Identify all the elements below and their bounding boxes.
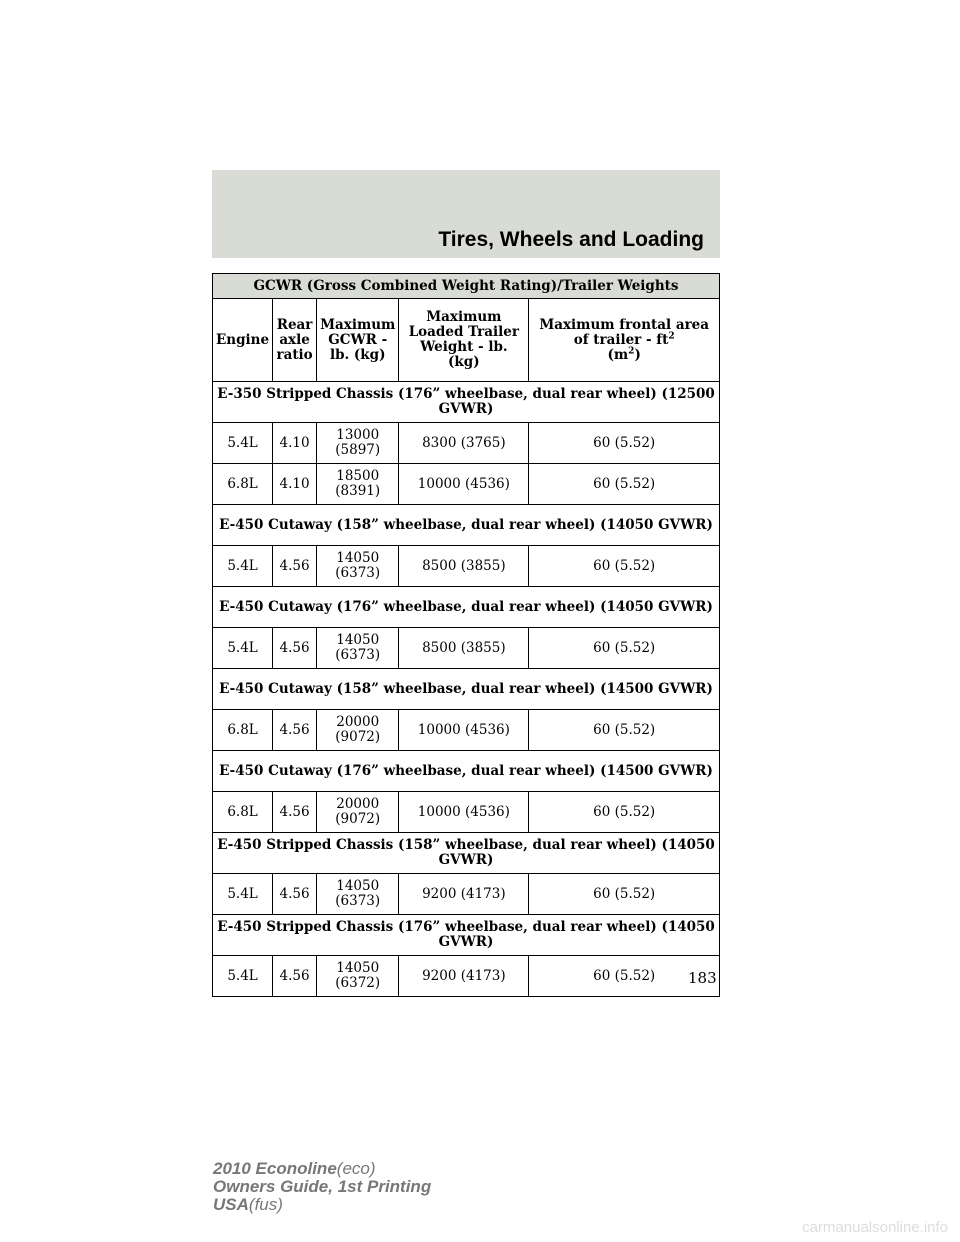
cell-trailer: 8500 (3855) (399, 628, 529, 669)
cell-gcwr: 14050 (6373) (317, 874, 399, 915)
cell-engine: 5.4L (213, 874, 273, 915)
table-row (213, 956, 720, 997)
section-row (213, 915, 720, 956)
cell-axle: 4.56 (273, 546, 317, 587)
footer (213, 1160, 431, 1214)
section-title-cell: E-450 Stripped Chassis (176” wheelbase, dual rear wheel) (14050 GVWR) (213, 915, 720, 956)
table-body (213, 382, 720, 997)
table-row (213, 628, 720, 669)
table-row (213, 792, 720, 833)
cell-engine: 6.8L (213, 792, 273, 833)
table-row (213, 464, 720, 505)
section-title-cell: E-450 Cutaway (158” wheelbase, dual rear wheel) (14050 GVWR) (213, 505, 720, 546)
cell-frontal: 60 (5.52) (529, 464, 720, 505)
footer-region: USA (213, 1195, 249, 1214)
cell-gcwr: 14050 (6373) (317, 546, 399, 587)
section-row (213, 382, 720, 423)
col-header-gcwr: Maximum GCWR - lb. (kg) (317, 299, 399, 382)
page-number: 183 (688, 969, 717, 987)
section-row (213, 833, 720, 874)
section-title-cell: E-450 Cutaway (158” wheelbase, dual rear wheel) (14500 GVWR) (213, 669, 720, 710)
cell-engine: 5.4L (213, 423, 273, 464)
section-title: Tires, Wheels and Loading (438, 228, 704, 251)
cell-frontal: 60 (5.52) (529, 546, 720, 587)
section-title-cell: E-450 Cutaway (176” wheelbase, dual rear wheel) (14500 GVWR) (213, 751, 720, 792)
cell-trailer: 10000 (4536) (399, 792, 529, 833)
cell-engine: 5.4L (213, 956, 273, 997)
table-row (213, 874, 720, 915)
section-row (213, 505, 720, 546)
cell-frontal: 60 (5.52) (529, 423, 720, 464)
section-title-cell: E-450 Stripped Chassis (158” wheelbase, dual rear wheel) (14050 GVWR) (213, 833, 720, 874)
cell-gcwr: 20000 (9072) (317, 792, 399, 833)
cell-frontal: 60 (5.52) (529, 956, 720, 997)
cell-axle: 4.56 (273, 956, 317, 997)
cell-gcwr: 14050 (6373) (317, 628, 399, 669)
watermark: carmanualsonline.info (802, 1219, 948, 1236)
cell-trailer: 10000 (4536) (399, 710, 529, 751)
cell-trailer: 8300 (3765) (399, 423, 529, 464)
cell-axle: 4.56 (273, 792, 317, 833)
section-title-cell: E-450 Cutaway (176” wheelbase, dual rear wheel) (14050 GVWR) (213, 587, 720, 628)
table-row (213, 546, 720, 587)
section-row (213, 587, 720, 628)
cell-engine: 6.8L (213, 464, 273, 505)
col-header-axle: Rear axle ratio (273, 299, 317, 382)
cell-gcwr: 14050 (6372) (317, 956, 399, 997)
cell-axle: 4.56 (273, 874, 317, 915)
section-row (213, 751, 720, 792)
cell-gcwr: 13000 (5897) (317, 423, 399, 464)
table-row (213, 423, 720, 464)
section-row (213, 669, 720, 710)
footer-model-code: (eco) (336, 1159, 376, 1178)
cell-trailer: 10000 (4536) (399, 464, 529, 505)
cell-trailer: 9200 (4173) (399, 956, 529, 997)
cell-frontal: 60 (5.52) (529, 792, 720, 833)
cell-trailer: 9200 (4173) (399, 874, 529, 915)
cell-engine: 6.8L (213, 710, 273, 751)
table-row (213, 710, 720, 751)
cell-gcwr: 18500 (8391) (317, 464, 399, 505)
cell-trailer: 8500 (3855) (399, 546, 529, 587)
cell-axle: 4.56 (273, 710, 317, 751)
table-title: GCWR (Gross Combined Weight Rating)/Trailer Weights (213, 274, 720, 299)
footer-guide: Owners Guide, 1st Printing (213, 1177, 432, 1196)
cell-frontal: 60 (5.52) (529, 710, 720, 751)
cell-axle: 4.10 (273, 464, 317, 505)
cell-frontal: 60 (5.52) (529, 628, 720, 669)
cell-engine: 5.4L (213, 628, 273, 669)
col-header-frontal: Maximum frontal area of trailer - $ft^2$ $(m^2)$ (529, 299, 720, 382)
footer-model: 2010 Econoline (213, 1159, 337, 1178)
gcwr-table (212, 273, 720, 997)
cell-axle: 4.56 (273, 628, 317, 669)
section-title-cell: E-350 Stripped Chassis (176” wheelbase, dual rear wheel) (12500 GVWR) (213, 382, 720, 423)
section-header-box (212, 170, 720, 258)
footer-region-code: (fus) (248, 1195, 283, 1214)
cell-engine: 5.4L (213, 546, 273, 587)
col-header-engine: Engine (213, 299, 273, 382)
cell-frontal: 60 (5.52) (529, 874, 720, 915)
col-header-trailer: Maximum Loaded Trailer Weight - lb. (kg) (399, 299, 529, 382)
cell-gcwr: 20000 (9072) (317, 710, 399, 751)
cell-axle: 4.10 (273, 423, 317, 464)
